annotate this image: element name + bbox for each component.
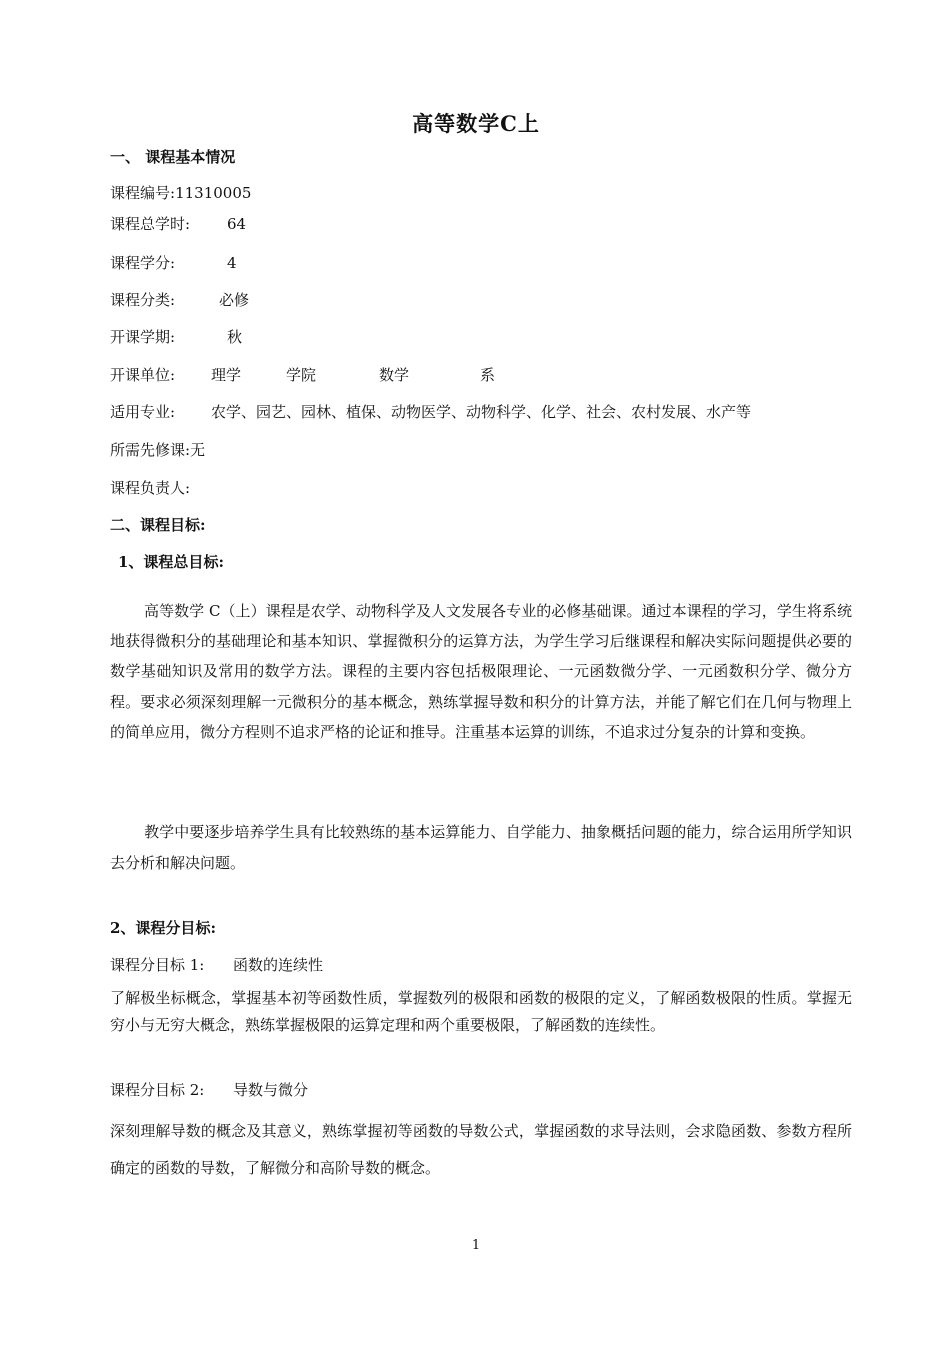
total-hours-value: 64 bbox=[227, 215, 247, 233]
overall-goal-text-2: 教学中要逐步培养学生具有比较熟练的基本运算能力、自学能力、抽象概括问题的能力，综合运用所学知识去分析和解决问题。 bbox=[110, 823, 852, 872]
goal2-title: 导数与微分 bbox=[233, 1081, 309, 1099]
course-code-label: 课程编号: bbox=[110, 184, 176, 202]
goal2-label: 课程分目标 2: bbox=[110, 1081, 205, 1099]
goal1-text: 了解极坐标概念，掌握基本初等函数性质，掌握数列的极限和函数的极限的定义，了解函数极限的性质。掌握无穷小与无穷大概念，熟练掌握极限的运算定理和两个重要极限，了解函数的连续性。 bbox=[110, 989, 852, 1034]
overall-goal-heading: 1、课程总目标: bbox=[118, 553, 224, 571]
unit-part-school: 理学 bbox=[211, 366, 242, 384]
sub-goal-heading: 2、课程分目标: bbox=[110, 919, 216, 937]
goal1-label: 课程分目标 1: bbox=[110, 956, 205, 974]
goal1-title: 函数的连续性 bbox=[233, 956, 324, 974]
unit-part-dept: 数学 bbox=[379, 366, 410, 384]
course-code-row bbox=[110, 186, 251, 201]
overall-goal-paragraph-1 bbox=[110, 596, 852, 747]
page-number: 1 bbox=[471, 1238, 481, 1253]
goal2-text: 深刻理解导数的概念及其意义，熟练掌握初等函数的导数公式，掌握函数的求导法则，会求隐函数、参数方程所确定的函数的导数，了解微分和高阶导数的概念。 bbox=[110, 1122, 852, 1177]
prerequisites-label: 所需先修课: bbox=[110, 441, 191, 459]
responsible-label: 课程负责人: bbox=[110, 479, 191, 497]
unit-part-college: 学院 bbox=[286, 366, 317, 384]
course-code-value: 11310005 bbox=[175, 184, 252, 202]
overall-goal-text-1: 高等数学 C（上）课程是农学、动物科学及人文发展各专业的必修基础课。通过本课程的学习，学生将系统地获得微积分的基础理论和基本知识、掌握微积分的运算方法，为学生学习后继课程和解决实际问题提供必要的数学基础知识及常用的数学方法。课程的主要内容包括极限理论、一元函数微分学、一元函数积分学、微分方程。要求必须深刻理解一元微积分的基本概念，熟练掌握导数和积分的计算方法，并能了解它们在几何与物理上的简单应用，微分方程则不追求严格的论证和推导。注重基本运算的训练，不追求过分复杂的计算和变换。 bbox=[110, 602, 852, 741]
credits-label: 课程学分: bbox=[110, 254, 176, 272]
prerequisites-row bbox=[110, 443, 205, 458]
semester-value: 秋 bbox=[227, 328, 243, 346]
majors-label: 适用专业: bbox=[110, 403, 176, 421]
majors-value: 农学、园艺、园林、植保、动物医学、动物科学、化学、社会、农村发展、水产等 bbox=[211, 403, 752, 421]
section2-heading: 二、课程目标: bbox=[110, 516, 206, 534]
unit-part-xi: 系 bbox=[480, 366, 496, 384]
credits-value: 4 bbox=[227, 254, 237, 272]
semester-label: 开课学期: bbox=[110, 328, 176, 346]
overall-goal-paragraph-2 bbox=[110, 817, 852, 878]
section1-heading: 一、 课程基本情况 bbox=[110, 148, 236, 166]
unit-label: 开课单位: bbox=[110, 366, 176, 384]
total-hours-label: 课程总学时: bbox=[110, 215, 191, 233]
document-title: 高等数学C上 bbox=[412, 111, 540, 136]
category-label: 课程分类: bbox=[110, 291, 176, 309]
category-value: 必修 bbox=[219, 291, 250, 309]
prerequisites-value: 无 bbox=[190, 441, 206, 459]
